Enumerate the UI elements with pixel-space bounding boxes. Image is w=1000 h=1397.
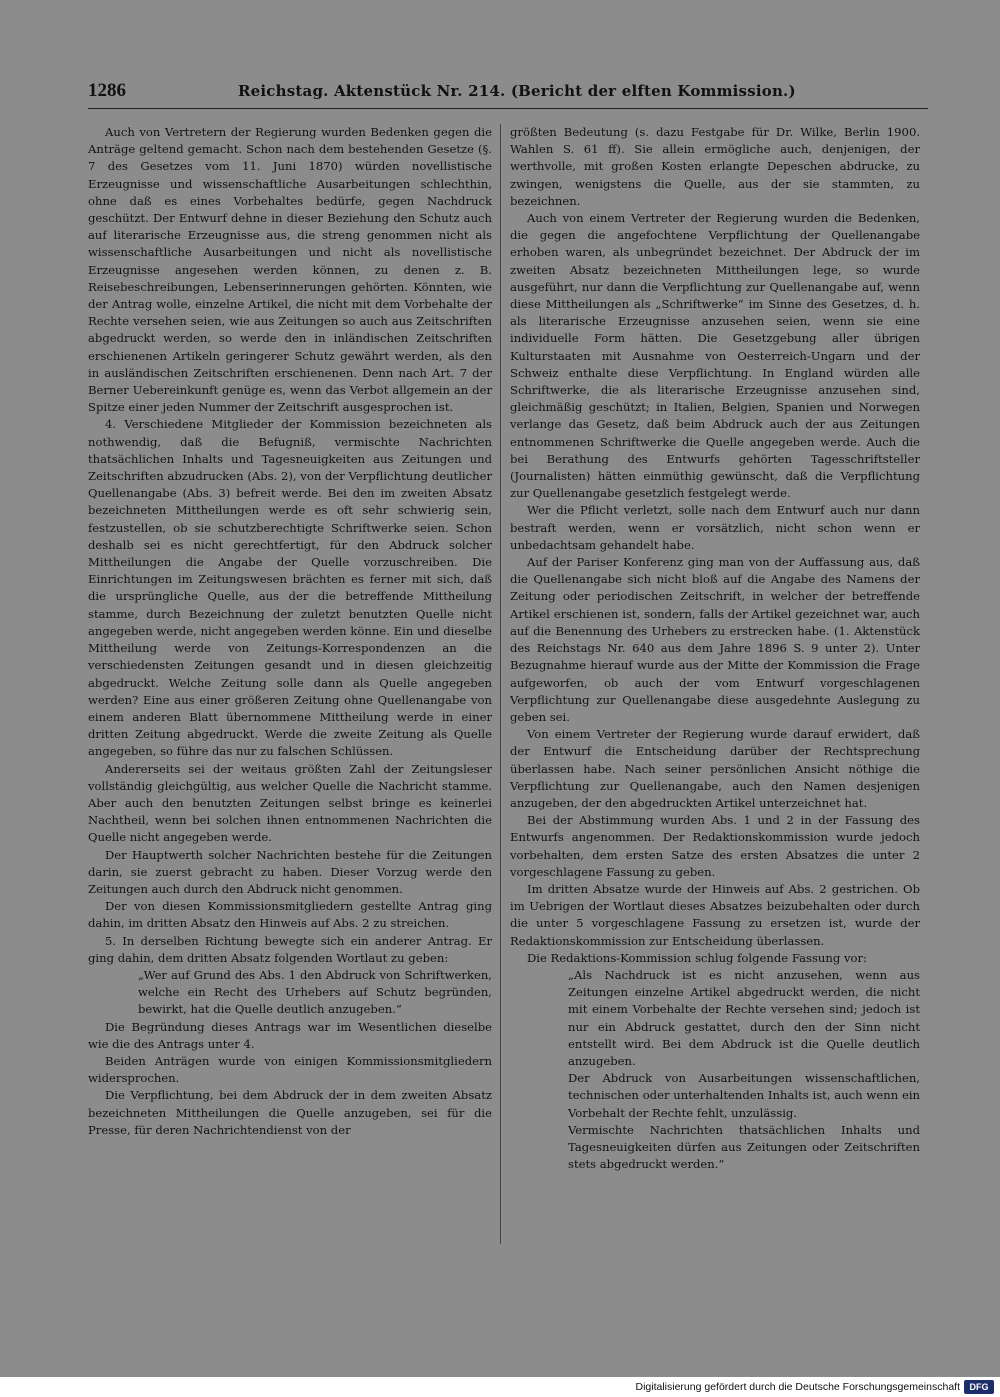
paragraph: Im dritten Absatze wurde der Hinweis auf Abs. 2 gestrichen. Ob im Uebrigen der Wortlaut dieses Absatzes beizubehalten oder durch die unter 5 vorgeschlagene Fassung zu ersetzen ist, wurde der Redaktionskommission zur Entscheidung überlassen. bbox=[510, 881, 920, 948]
footer-strip bbox=[0, 1377, 1000, 1397]
paragraph: Der Hauptwerth solcher Nachrichten bestehe für die Zeitungen darin, sie zuerst gebracht zu haben. Dieser Vorzug werde den Zeitungen auch durch den Abdruck nicht genommen. bbox=[88, 847, 492, 896]
paragraph: Die Redaktions-Kommission schlug folgende Fassung vor: bbox=[527, 950, 867, 965]
paragraph: Auf der Pariser Konferenz ging man von der Auffassung aus, daß die Quellenangabe sich nicht bloß auf die Angabe des Namens der Zeitung oder periodischen Zeitschrift, in welcher der betreffende Artikel erschienen ist, sondern, falls der Artikel gezeichnet war, auch auf die Benennung des Urhebers zu erstrecken habe. (1. Aktenstück des Reichstags Nr. 640 aus dem Jahre 1896 S. 9 unter 2). Unter Bezugnahme hierauf wurde aus der Mitte der Kommission die Frage aufgeworfen, ob auch der vom Entwurf vorgeschlagenen Verpflichtung zur Quellenangabe diese ausgedehnte Auslegung zu geben sei. bbox=[510, 555, 920, 724]
page-header bbox=[88, 78, 928, 109]
quoted-motion: „Wer auf Grund des Abs. 1 den Abdruck von Schriftwerken, welche ein Recht des Urhebers auf Schutz begründen, bewirkt, hat die Quelle deutlich anzugeben.“ bbox=[138, 967, 492, 1017]
paragraph: Bei der Abstimmung wurden Abs. 1 und 2 in der Fassung des Entwurfs angenommen. Der Redaktionskommission wurde jedoch vorbehalten, dem ersten Satze des ersten Absatzes die unter 2 vorgeschlagene Fassung zu geben. bbox=[510, 813, 920, 879]
paragraph: Von einem Vertreter der Regierung wurde darauf erwidert, daß der Entwurf die Entscheidung darüber der Rechtsprechung überlassen habe. Nach seiner persönlichen Ansicht nöthige die Verpflichtung zur Quellenangabe, auch den Namen desjenigen anzugeben, der den abgedruckten Artikel unterzeichnet hat. bbox=[510, 727, 920, 810]
paragraph: 4. Verschiedene Mitglieder der Kommission bezeichneten als nothwendig, daß die Befugniß, vermischte Nachrichten thatsächlichen Inhalts und Tagesneuigkeiten aus Zeitungen und Zeitschriften abzudrucken (Abs. 2), von der Verpflichtung deutlicher Quellenangabe (Abs. 3) befreit werde. Bei den im zweiten Absatz bezeichneten Mittheilungen werde es oft sehr schwierig sein, festzustellen, ob sie schutzberechtigte Schriftwerke seien. Schon deshalb sei es nicht gerechtfertigt, für den Abdruck solcher Mittheilungen die Angabe der Quelle vorzuschreiben. Die Einrichtungen im Zeitungswesen brächten es ferner mit sich, daß die ursprüngliche Quelle, aus der die betreffende Mittheilung stamme, durch Bezeichnung der zuletzt benutzten Quelle nicht angegeben werde, nicht angegeben werden könne. Ein und dieselbe Mittheilung werde von Zeitungs-Korrespondenzen an die verschiedensten Zeitungen gesandt und in diesen gleichzeitig abgedruckt. Welche Zeitung solle dann als Quelle angegeben werden? Eine aus einer größeren Zeitung ohne Quellenangabe von einem anderen Blatt übernommene Mittheilung werde in einer dritten Zeitung abgedruckt. Werde die zweite Zeitung als Quelle angegeben, so führe das nur zu falschen Schlüssen. bbox=[88, 417, 492, 759]
column-divider bbox=[500, 124, 501, 1244]
left-column bbox=[88, 124, 492, 1139]
paragraph: größten Bedeutung (s. dazu Festgabe für Dr. Wilke, Berlin 1900. Wahlen S. 61 ff). Sie allein ermögliche auch, denjenigen, der werthvolle, mit großen Kosten erlangte Depeschen abdrucke, zu zwingen, wenigstens die Quelle, aus der sie stammten, zu bezeichnen. bbox=[510, 125, 920, 208]
paragraph: Auch von einem Vertreter der Regierung wurden die Bedenken, die gegen die angefochtene Verpflichtung der Quellenangabe erhoben waren, als unbegründet bezeichnet. Der Abdruck der im zweiten Absatz bezeichneten Mittheilungen lege, so wurde ausgeführt, nur dann die Verpflichtung zur Quellenangabe auf, wenn diese Mittheilungen als „Schriftwerke“ im Sinne des Gesetzes, d. h. als literarische Erzeugnisse anzusehen seien, wenn sie eine individuelle Form hätten. Die Gesetzgebung aller übrigen Kulturstaaten mit Ausnahme von Oesterreich-Ungarn und der Schweiz enthalte diese Verpflichtung. In England würden alle Schriftwerke, die als literarische Erzeugnisse anzusehen sind, gleichmäßig geschützt; in Italien, Belgien, Spanien und Norwegen verlange das Gesetz, daß beim Abdruck auch der aus Zeitungen entnommenen Schriftwerke die Quelle angegeben werde. Auch die bei Berathung des Entwurfs gehörten Tagesschriftsteller (Journalisten) hätten einmüthig gewünscht, daß die Verpflichtung zur Quellenangabe gesetzlich festgelegt werde. bbox=[510, 211, 920, 501]
right-column bbox=[510, 124, 920, 1173]
dfg-logo: DFG bbox=[964, 1380, 994, 1394]
proposed-text: Vermischte Nachrichten thatsächlichen Inhalts und Tagesneuigkeiten dürfen aus Zeitungen oder Zeitschriften stets abgedruckt werden.“ bbox=[568, 1122, 920, 1172]
paragraph: Die Begründung dieses Antrags war im Wesentlichen dieselbe wie die des Antrags unter 4. bbox=[88, 1019, 492, 1051]
proposed-text: „Als Nachdruck ist es nicht anzusehen, wenn aus Zeitungen einzelne Artikel abgedruckt werden, die nicht mit einem Vorbehalte der Rechte versehen sind; jedoch ist nur ein Abdruck gestattet, durch den der Sinn nicht entstellt wird. Bei dem Abdruck ist die Quelle deutlich anzugeben. bbox=[568, 967, 920, 1068]
paragraph: 5. In derselben Richtung bewegte sich ein anderer Antrag. Er ging dahin, dem dritten Absatz folgenden Wortlaut zu geben: bbox=[88, 933, 492, 965]
paragraph: Die Verpflichtung, bei dem Abdruck der in dem zweiten Absatz bezeichneten Mittheilungen die Quelle anzugeben, sei für die Presse, für deren Nachrichtendienst von der bbox=[88, 1088, 492, 1137]
paragraph: Auch von Vertretern der Regierung wurden Bedenken gegen die Anträge geltend gemacht. Schon nach dem bestehenden Gesetze (§. 7 des Gesetzes vom 11. Juni 1870) würden novellistische Erzeugnisse und wissenschaftliche Ausarbeitungen schlechthin, ohne daß es eines Vorbehaltes bedürfe, gegen Nachdruck geschützt. Der Entwurf dehne in dieser Beziehung den Schutz auch auf literarische Erzeugnisse aus, die streng genommen nicht als wissenschaftliche Ausarbeitungen und nicht als novellistische Erzeugnisse angesehen werden können, zu denen z. B. Reisebeschreibungen, Lebenserinnerungen gehörten. Könnten, wie der Antrag wolle, einzelne Artikel, die nicht mit dem Vorbehalte der Rechte versehen seien, wie aus Zeitungen so auch aus Zeitschriften abgedruckt werden, so werde den in inländischen Zeitschriften erschienenen Artikeln geringerer Schutz gewährt werden, als den in ausländischen Zeitschriften erschienenen. Denn nach Art. 7 der Berner Uebereinkunft genüge es, wenn das Verbot allgemein an der Spitze einer jeden Nummer der Zeitschrift ausgesprochen ist. bbox=[88, 125, 492, 415]
running-head: Reichstag. Aktenstück Nr. 214. (Bericht der elften Kommission.) bbox=[238, 82, 796, 100]
proposed-text: Der Abdruck von Ausarbeitungen wissenschaftlichen, technischen oder unterhaltenden Inhalts ist, auch wenn ein Vorbehalt der Rechte fehlt, unzulässig. bbox=[568, 1071, 920, 1120]
page-number: 1286 bbox=[88, 80, 126, 101]
paragraph: Der von diesen Kommissionsmitgliedern gestellte Antrag ging dahin, im dritten Absatz den Hinweis auf Abs. 2 zu streichen. bbox=[88, 899, 492, 931]
paragraph: Beiden Anträgen wurde von einigen Kommissionsmitgliedern widersprochen. bbox=[88, 1053, 492, 1086]
paragraph: Andererseits sei der weitaus größten Zahl der Zeitungsleser vollständig gleichgültig, aus welcher Quelle die Nachricht stamme. Aber auch den benutzten Zeitungen selbst bringe es keinerlei Nachtheil, wenn bei solchen ihnen entnommenen Nachrichten die Quelle nicht angegeben werde. bbox=[88, 761, 492, 845]
funding-note: Digitalisierung gefördert durch die Deutsche Forschungsgemeinschaft bbox=[635, 1381, 960, 1393]
paragraph: Wer die Pflicht verletzt, solle nach dem Entwurf auch nur dann bestraft werden, wenn er vorsätzlich, nicht schon wenn er unbedachtsam gehandelt habe. bbox=[510, 503, 920, 552]
